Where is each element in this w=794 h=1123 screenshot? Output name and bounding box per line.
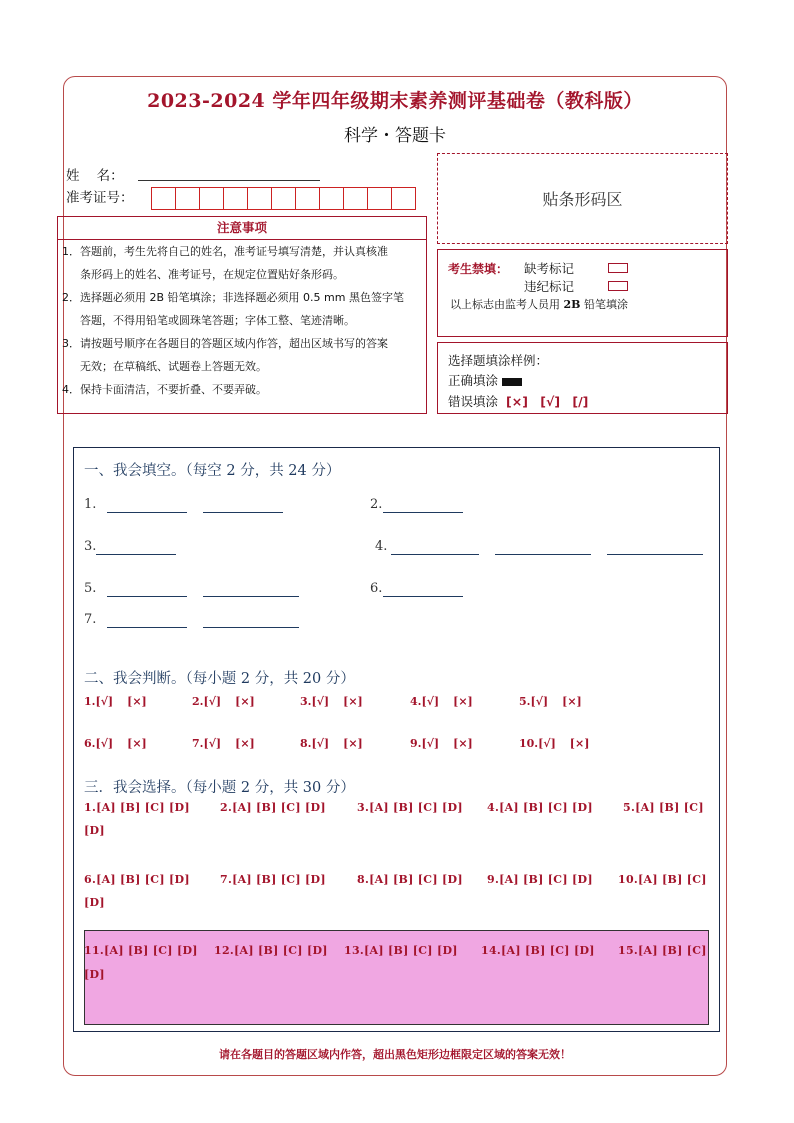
- answer-blank[interactable]: [495, 553, 591, 555]
- absent-mark-label: 缺考标记: [524, 261, 575, 276]
- question-number: 3.: [84, 539, 97, 554]
- answer-blank[interactable]: [107, 511, 187, 513]
- barcode-area: [437, 153, 728, 244]
- violation-mark-box[interactable]: [608, 281, 628, 291]
- judge-option[interactable]: 8.[√] [×]: [300, 737, 363, 750]
- id-digit-box[interactable]: [271, 187, 296, 210]
- id-digit-box[interactable]: [391, 187, 416, 210]
- name-field[interactable]: [138, 179, 320, 181]
- answer-blank[interactable]: [96, 553, 176, 555]
- answer-blank[interactable]: [107, 626, 187, 628]
- choice-option-wrap[interactable]: [D]: [84, 968, 105, 981]
- choice-option[interactable]: 15.[A] [B] [C]: [618, 944, 707, 957]
- answer-blank[interactable]: [607, 553, 703, 555]
- choice-option[interactable]: 5.[A] [B] [C]: [623, 801, 704, 814]
- id-digit-box[interactable]: [223, 187, 248, 210]
- id-number-boxes[interactable]: [151, 187, 415, 210]
- notice-item: 3．请按题号顺序在各题目的答题区域内作答，超出区域书写的答案 无效；在草稿纸、试题卷上答题无效。: [62, 337, 388, 373]
- id-digit-box[interactable]: [199, 187, 224, 210]
- answer-blank[interactable]: [383, 595, 463, 597]
- answer-blank[interactable]: [203, 511, 283, 513]
- absent-mark-box[interactable]: [608, 263, 628, 273]
- question-number: 1.: [84, 497, 97, 512]
- choice-option[interactable]: 4.[A] [B] [C] [D]: [487, 801, 593, 814]
- judge-option[interactable]: 6.[√] [×]: [84, 737, 147, 750]
- section-1-title: 一、我会填空。（每空 2 分，共 24 分）: [84, 463, 341, 479]
- id-label: 准考证号：: [66, 190, 134, 206]
- judge-option[interactable]: 9.[√] [×]: [410, 737, 473, 750]
- page-subtitle: 科学・答题卡: [344, 126, 446, 146]
- answer-blank[interactable]: [203, 626, 299, 628]
- notice-heading: 注意事项: [58, 217, 426, 240]
- id-digit-box[interactable]: [151, 187, 176, 210]
- answer-blank[interactable]: [391, 553, 479, 555]
- question-number: 2.: [370, 497, 383, 512]
- notice-item: 1．答题前，考生先将自己的姓名，准考证号填写清楚，并认真核准 条形码上的姓名、准考证号，在规定位置贴好条形码。: [62, 245, 388, 281]
- choice-option[interactable]: 6.[A] [B] [C] [D]: [84, 873, 190, 886]
- judge-option[interactable]: 7.[√] [×]: [192, 737, 255, 750]
- judge-option[interactable]: 5.[√] [×]: [519, 695, 582, 708]
- sample-title: 选择题填涂样例：: [448, 353, 549, 368]
- judge-option[interactable]: 3.[√] [×]: [300, 695, 363, 708]
- choice-option[interactable]: 3.[A] [B] [C] [D]: [357, 801, 463, 814]
- barcode-label: 贴条形码区: [542, 190, 623, 209]
- notice-box: [57, 216, 427, 414]
- name-label: 姓 名：: [66, 168, 124, 184]
- choice-option-wrap[interactable]: [D]: [84, 896, 105, 909]
- question-number: 5.: [84, 581, 97, 596]
- question-number: 6.: [370, 581, 383, 596]
- judge-option[interactable]: 2.[√] [×]: [192, 695, 255, 708]
- prohibit-note: 以上标志由监考人员用 2B 铅笔填涂: [450, 298, 628, 311]
- choice-option[interactable]: 13.[A] [B] [C] [D]: [344, 944, 458, 957]
- filled-mark-icon: [502, 378, 522, 386]
- choice-option[interactable]: 12.[A] [B] [C] [D]: [214, 944, 328, 957]
- choice-option[interactable]: 2.[A] [B] [C] [D]: [220, 801, 326, 814]
- id-digit-box[interactable]: [175, 187, 200, 210]
- choice-option[interactable]: 11.[A] [B] [C] [D]: [84, 944, 198, 957]
- fill-sample-box: [437, 342, 728, 414]
- choice-option[interactable]: 1.[A] [B] [C] [D]: [84, 801, 190, 814]
- choice-option[interactable]: 10.[A] [B] [C]: [618, 873, 707, 886]
- choice-option[interactable]: 14.[A] [B] [C] [D]: [481, 944, 595, 957]
- choice-option[interactable]: 8.[A] [B] [C] [D]: [357, 873, 463, 886]
- choice-option[interactable]: 7.[A] [B] [C] [D]: [220, 873, 326, 886]
- id-digit-box[interactable]: [319, 187, 344, 210]
- section-3-title: 三．我会选择。（每小题 2 分，共 30 分）: [84, 780, 355, 796]
- id-digit-box[interactable]: [367, 187, 392, 210]
- correct-sample: 正确填涂: [448, 371, 522, 389]
- notice-item: 4．保持卡面清洁，不要折叠、不要弄破。: [62, 383, 267, 396]
- footer-warning: 请在各题目的答题区域内作答，超出黑色矩形边框限定区域的答案无效！: [219, 1048, 571, 1061]
- judge-option[interactable]: 10.[√] [×]: [519, 737, 590, 750]
- choice-option-wrap[interactable]: [D]: [84, 824, 105, 837]
- answer-blank[interactable]: [107, 595, 187, 597]
- violation-mark-label: 违纪标记: [524, 279, 575, 294]
- id-digit-box[interactable]: [247, 187, 272, 210]
- wrong-sample: 错误填涂 [×] [√] [/]: [448, 394, 589, 409]
- section-2-title: 二、我会判断。（每小题 2 分，共 20 分）: [84, 671, 355, 687]
- choice-option[interactable]: 9.[A] [B] [C] [D]: [487, 873, 593, 886]
- answer-blank[interactable]: [203, 595, 299, 597]
- prohibited-fill-box: [437, 249, 728, 337]
- prohibit-label: 考生禁填：: [448, 262, 509, 276]
- judge-option[interactable]: 4.[√] [×]: [410, 695, 473, 708]
- id-digit-box[interactable]: [295, 187, 320, 210]
- answer-blank[interactable]: [383, 511, 463, 513]
- question-number: 7.: [84, 612, 97, 627]
- id-digit-box[interactable]: [343, 187, 368, 210]
- question-number: 4.: [375, 539, 388, 554]
- page-title: 2023-2024 学年四年级期末素养测评基础卷（教科版）: [147, 90, 643, 112]
- notice-item: 2．选择题必须用 2B 铅笔填涂；非选择题必须用 0.5 mm 黑色签字笔 答题，不得用铅笔或圆珠笔答题；字体工整、笔迹清晰。: [62, 291, 404, 327]
- judge-option[interactable]: 1.[√] [×]: [84, 695, 147, 708]
